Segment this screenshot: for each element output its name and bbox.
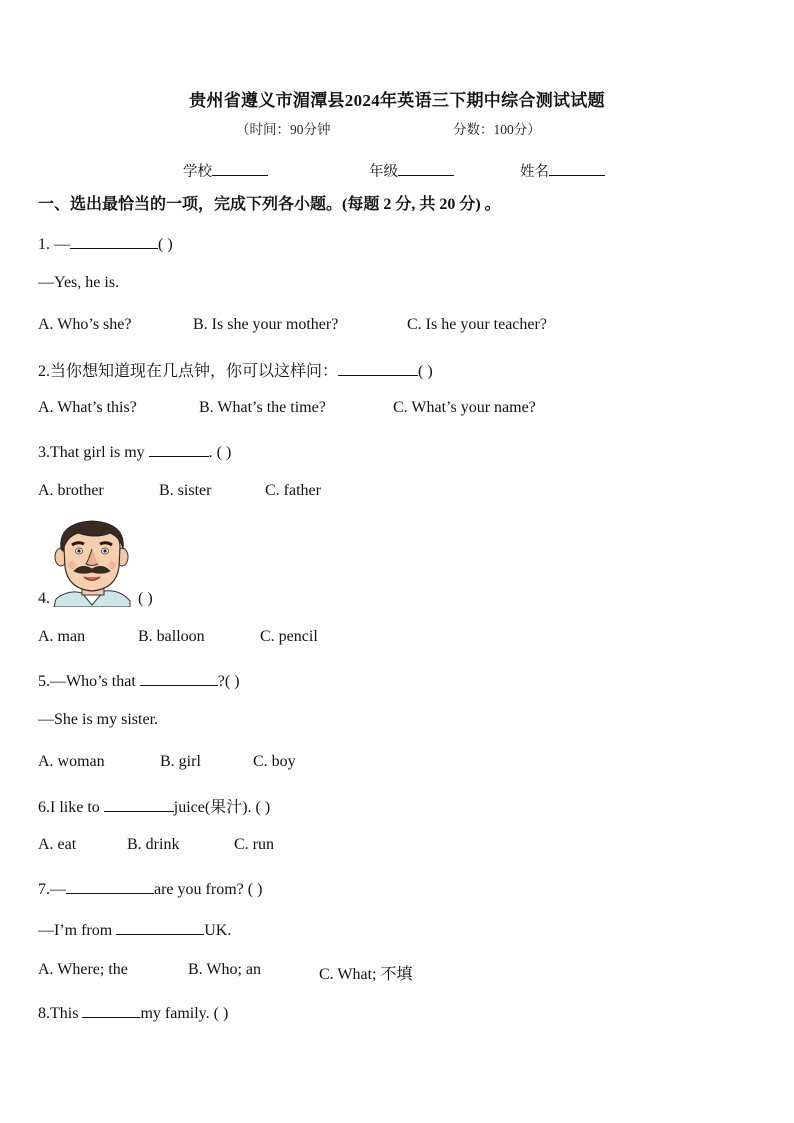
question-2-stem	[38, 358, 433, 381]
question-7-stem	[38, 878, 262, 899]
question-1-bracket: ( )	[158, 236, 173, 253]
question-7-reply-suffix: UK.	[204, 922, 232, 939]
name-blank[interactable]	[549, 161, 605, 176]
question-6-option-b[interactable]: B. drink	[127, 836, 180, 853]
grade-blank[interactable]	[398, 161, 454, 176]
question-2-blank[interactable]	[338, 360, 418, 376]
question-6-prefix: 6.I like to	[38, 799, 104, 816]
question-5-option-a[interactable]: A. woman	[38, 753, 105, 770]
question-7-option-b[interactable]: B. Who; an	[188, 961, 262, 978]
question-7-prefix: 7.—	[38, 881, 66, 898]
question-6-option-a[interactable]: A. eat	[38, 836, 77, 853]
question-7-bracket: are you from? ( )	[154, 881, 263, 898]
question-7-reply-blank[interactable]	[116, 919, 204, 935]
question-8-stem	[38, 1002, 228, 1023]
question-2-option-c[interactable]: C. What’s your name?	[393, 399, 536, 416]
grade-label: 年级	[369, 164, 398, 180]
question-2-option-a[interactable]: A. What’s this?	[38, 399, 137, 416]
section-heading: 一、选出最恰当的一项，完成下列各小题。(每题 2 分, 共 20 分) 。	[38, 196, 501, 213]
exam-title: 贵州省遵义市湄潭县2024年英语三下期中综合测试试题	[189, 91, 605, 110]
question-7-option-c[interactable]: C. What; 不填	[319, 966, 413, 983]
question-1-option-c[interactable]: C. Is he your teacher?	[407, 316, 547, 333]
question-1-option-a[interactable]: A. Who’s she?	[38, 316, 132, 333]
question-7-blank[interactable]	[66, 878, 154, 894]
question-3-option-a[interactable]: A. brother	[38, 482, 104, 499]
exam-score: 分数：100分）	[453, 122, 541, 137]
question-6-blank[interactable]	[104, 796, 174, 812]
question-3-blank[interactable]	[149, 441, 209, 457]
question-8-bracket: my family. ( )	[140, 1005, 229, 1022]
question-4-prefix: 4.	[38, 590, 50, 607]
school-blank[interactable]	[212, 161, 268, 176]
question-4-stem	[38, 590, 153, 608]
question-4-option-c[interactable]: C. pencil	[260, 628, 318, 645]
question-4-bracket: ( )	[138, 590, 153, 607]
question-8-blank[interactable]	[82, 1002, 140, 1018]
question-5-stem	[38, 670, 240, 691]
question-3-bracket: . ( )	[208, 444, 232, 461]
school-label: 学校	[183, 164, 212, 180]
question-2-prefix: 2.当你想知道现在几点钟，你可以这样问：	[38, 363, 339, 380]
question-5-bracket: ?( )	[217, 673, 240, 690]
question-1-stem	[38, 233, 173, 254]
exam-time: （时间：90分钟	[236, 122, 331, 137]
question-3-option-c[interactable]: C. father	[265, 482, 321, 499]
question-7-reply	[38, 919, 231, 940]
question-5-prefix: 5.—Who’s that	[38, 673, 140, 690]
question-8-prefix: 8.This	[38, 1005, 83, 1022]
question-1-option-b[interactable]: B. Is she your mother?	[193, 316, 339, 333]
question-7-reply-prefix: —I’m from	[38, 922, 117, 939]
question-7-option-a[interactable]: A. Where; the	[38, 961, 128, 978]
question-2-bracket: ( )	[418, 363, 433, 380]
question-4-option-b[interactable]: B. balloon	[138, 628, 205, 645]
question-4-option-a[interactable]: A. man	[38, 628, 86, 645]
question-3-option-b[interactable]: B. sister	[159, 482, 212, 499]
question-6-option-c[interactable]: C. run	[234, 836, 274, 853]
question-5-option-b[interactable]: B. girl	[160, 753, 201, 770]
question-5-option-c[interactable]: C. boy	[253, 753, 296, 770]
question-1-blank[interactable]	[70, 233, 158, 249]
question-1-prefix: 1. —	[38, 236, 70, 253]
question-3-stem	[38, 441, 231, 462]
question-2-option-b[interactable]: B. What’s the time?	[199, 399, 326, 416]
grade-field[interactable]	[369, 160, 454, 181]
name-label: 姓名	[520, 164, 549, 180]
question-3-prefix: 3.That girl is my	[38, 444, 149, 461]
question-5-blank[interactable]	[140, 670, 218, 686]
question-5-reply: —She is my sister.	[38, 711, 159, 728]
name-field[interactable]	[520, 160, 605, 181]
question-6-stem	[38, 794, 270, 817]
school-field[interactable]	[183, 160, 268, 181]
question-1-reply: —Yes, he is.	[38, 274, 120, 291]
question-6-bracket: juice(果汁). ( )	[173, 799, 271, 816]
